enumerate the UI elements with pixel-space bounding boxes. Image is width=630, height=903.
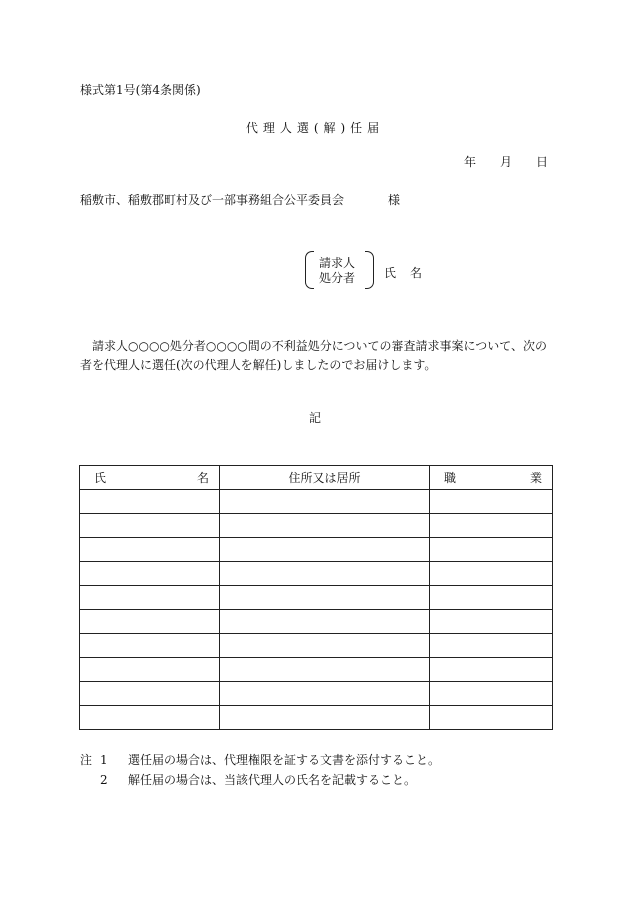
party-disposer: 処分者 (319, 271, 356, 285)
cell-name (80, 682, 220, 706)
cell-address (220, 706, 430, 730)
cell-address (220, 538, 430, 562)
cell-name (80, 514, 220, 538)
table-header-row (80, 466, 553, 490)
cell-address (220, 514, 430, 538)
cell-name (80, 658, 220, 682)
cell-name (80, 562, 220, 586)
note-item: 注 1 選任届の場合は、代理権限を証する文書を添付すること。 (80, 750, 440, 770)
cell-name (80, 490, 220, 514)
cell-name (80, 610, 220, 634)
notes (80, 750, 440, 790)
cell-address (220, 490, 430, 514)
cell-address (220, 634, 430, 658)
cell-occupation (430, 610, 553, 634)
cell-address (220, 682, 430, 706)
party-labels (319, 256, 355, 286)
header-occupation: 職 業 (430, 466, 553, 490)
date-line (464, 156, 548, 168)
left-bracket (305, 251, 314, 289)
header-address: 住所又は居所 (220, 466, 430, 490)
cell-occupation (430, 682, 553, 706)
party-requester: 請求人 (319, 256, 356, 270)
cell-address (220, 610, 430, 634)
table-row (80, 610, 553, 634)
table-row (80, 514, 553, 538)
cell-occupation (430, 634, 553, 658)
table-row (80, 682, 553, 706)
cell-address (220, 586, 430, 610)
party-block (305, 251, 435, 289)
cell-name (80, 634, 220, 658)
note-lead: 注 (80, 753, 93, 767)
addressee (80, 194, 400, 206)
cell-occupation (430, 538, 553, 562)
agents-table (79, 465, 553, 730)
cell-occupation (430, 658, 553, 682)
cell-occupation (430, 562, 553, 586)
date-month: 月 (500, 155, 513, 169)
name-label-mei: 名 (410, 266, 423, 280)
name-label-shi: 氏 (384, 266, 397, 280)
cell-occupation (430, 706, 553, 730)
table-row (80, 706, 553, 730)
table-row (80, 658, 553, 682)
cell-name (80, 538, 220, 562)
note-item: 2 解任届の場合は、当該代理人の氏名を記載すること。 (100, 773, 417, 787)
table-row (80, 634, 553, 658)
right-bracket (365, 251, 374, 289)
addressee-name: 稲敷市、稲敷郡町村及び一部事務組合公平委員会 (80, 193, 345, 207)
addressee-honorific: 様 (388, 193, 401, 207)
ki-heading: 記 (308, 411, 321, 425)
cell-name (80, 586, 220, 610)
body-paragraph: 請求人○○○○処分者○○○○間の不利益処分についての審査請求事案について、次の者を代理人に選任(次の代理人を解任)しましたのでお届けします。 (80, 339, 548, 372)
date-year: 年 (464, 155, 477, 169)
table-row (80, 586, 553, 610)
cell-occupation (430, 514, 553, 538)
party-name-label (384, 267, 422, 279)
table-row (80, 562, 553, 586)
cell-occupation (430, 490, 553, 514)
form-number: 様式第1号(第4条関係) (80, 83, 201, 97)
table-row (80, 490, 553, 514)
cell-address (220, 658, 430, 682)
cell-occupation (430, 586, 553, 610)
date-day: 日 (536, 155, 549, 169)
document-title: 代理人選(解)任届 (245, 121, 385, 135)
table-row (80, 538, 553, 562)
header-name: 氏 名 (80, 466, 220, 490)
cell-name (80, 706, 220, 730)
cell-address (220, 562, 430, 586)
